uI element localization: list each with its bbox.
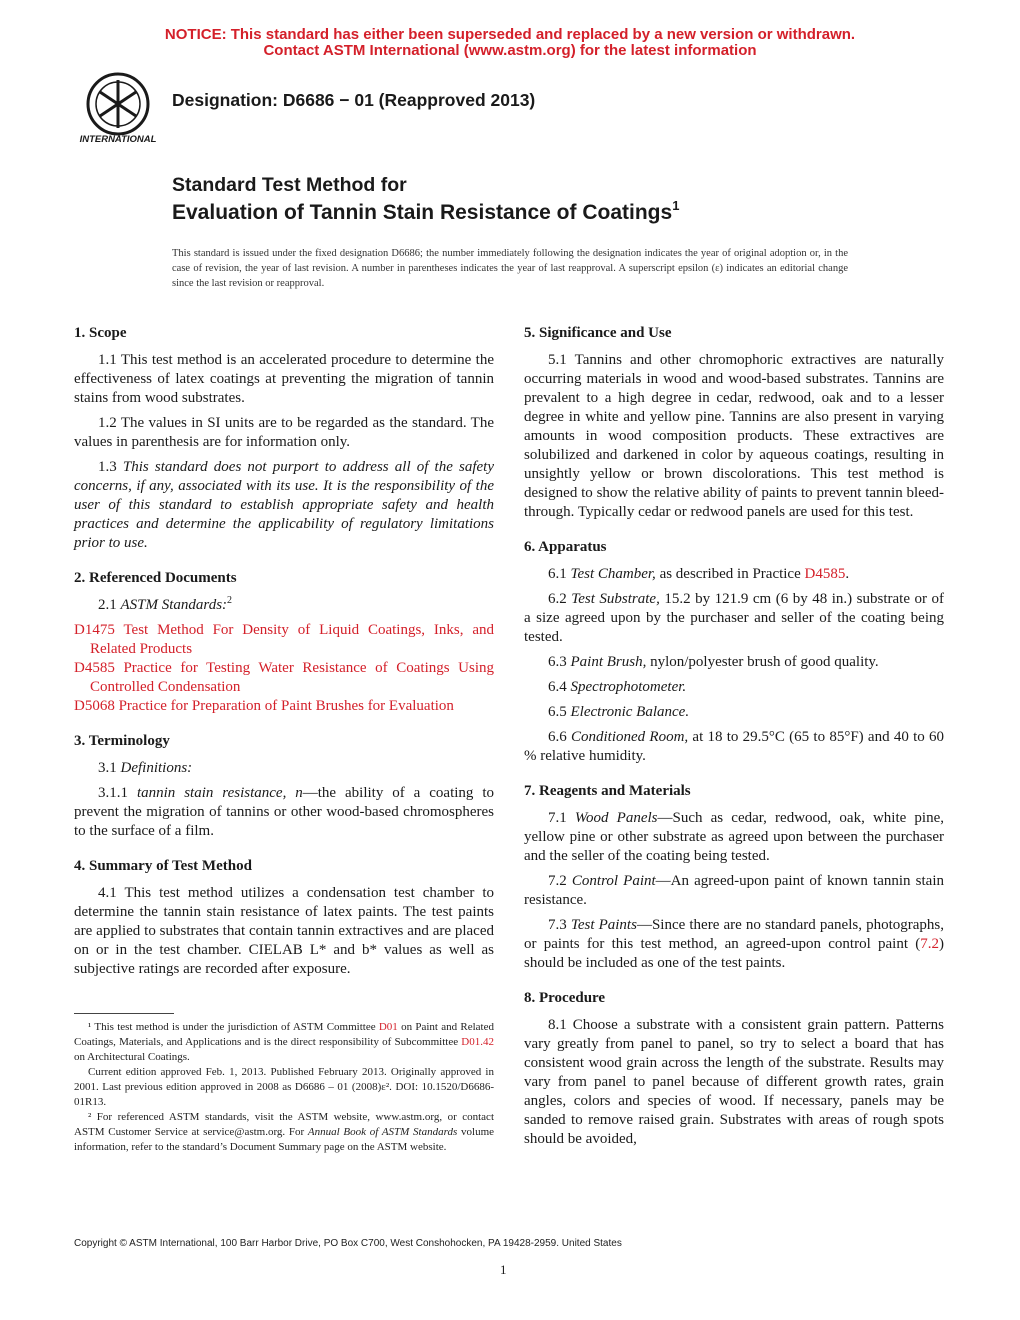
paragraph: 1.3 This standard does not purport to address all of the safety concerns, if any, associated with its use. It is the responsibility of the user of this standard to establish appropriate safety and health practices and determine the applicability of regulatory limitations prior to use. — [74, 459, 495, 551]
reference-item[interactable]: D5068 Practice for Preparation of Paint Brushes for Evaluation — [74, 698, 454, 714]
left-column — [74, 324, 494, 995]
title-line-2: Evaluation of Tannin Stain Resistance of Coatings$^1$ — [172, 198, 680, 224]
paragraph: 6.1 Test Chamber, as described in Practice D4585. — [548, 566, 850, 582]
section-heading: 5. Significance and Use — [524, 325, 672, 341]
section-significance — [524, 324, 944, 522]
astm-logo — [74, 70, 164, 146]
copyright: Copyright © ASTM International, 100 Barr Harbor Drive, PO Box C700, West Conshohocken, PA 19428-2959. United States — [74, 1238, 622, 1249]
section-procedure — [524, 989, 944, 1149]
section-link[interactable]: 7.2 — [920, 936, 939, 952]
section-apparatus — [524, 538, 944, 766]
section-heading: 6. Apparatus — [524, 539, 607, 555]
paragraph: 6.6 Conditioned Room, at 18 to 29.5°C (65 to 85°F) and 40 to 60 % relative humidity. — [524, 729, 944, 764]
footnote-rule — [74, 1013, 174, 1014]
reference-item[interactable]: D4585 Practice for Testing Water Resistance of Coatings Using Controlled Condensation — [74, 660, 494, 695]
page-number: 1 — [500, 1262, 507, 1277]
logo-label: INTERNATIONAL — [79, 134, 157, 145]
paragraph: 7.2 Control Paint—An agreed-upon paint of known tannin stain resistance. — [524, 873, 944, 908]
paragraph: 2.1 ASTM Standards:$^2$ — [98, 595, 233, 613]
paragraph: 5.1 Tannins and other chromophoric extractives are naturally occurring materials in wood and wood-based substrates. Tannins are prevalent to a high degree in cedar, redwood, oak and to a lesser degree in white and yellow pine. Tannins are also present in varying amounts in wood composition products. These extractives are solubilized and darkened in color by aqueous coatings, resulting in unsightly yellow or brown discolorations. This test method is designed to show the relative ability of paints to prevent tannin bleed-through. Typically cedar or redwood panels are used for this test. — [524, 352, 944, 520]
footnote-1: ¹ This test method is under the jurisdiction of ASTM Committee D01 on Paint and Related Coatings, Materials, and Applications and is the direct responsibility of Subcommittee D01.42 on Architectural Coatings. — [74, 1021, 494, 1063]
paragraph: 6.5 Electronic Balance. — [548, 704, 690, 720]
section-heading: 7. Reagents and Materials — [524, 783, 691, 799]
section-reagents — [524, 782, 944, 973]
section-heading: 4. Summary of Test Method — [74, 858, 252, 874]
paragraph: 6.4 Spectrophotometer. — [548, 679, 687, 695]
paragraph: 3.1.1 tannin stain resistance, n—the ability of a coating to prevent the migration of tannins or other wood-based chromospheres to the surface of a film. — [74, 785, 495, 839]
paragraph: 1.1 This test method is an accelerated procedure to determine the effectiveness of latex coatings at preventing the migration of tannin stains from wood substrates. — [74, 352, 494, 406]
paragraph: 7.3 Test Paints—Since there are no standard panels, photographs, or paints for this test method, an agreed-upon control paint (7.2) should be included as one of the test paints. — [524, 917, 944, 971]
subcommittee-link[interactable]: D01.42 — [461, 1036, 494, 1048]
section-heading: 8. Procedure — [524, 990, 606, 1006]
section-summary — [74, 857, 494, 979]
section-terminology — [74, 732, 494, 841]
issuance-note: This standard is issued under the fixed designation D6686; the number immediately following the designation indicates the year of original adoption or, in the case of revision, the year of last revision. A number in parentheses indicates the year of last reapproval. A superscript epsilon (ε) indicates an editorial change since the last revision or reapproval. — [172, 248, 848, 289]
paragraph: 3.1 Definitions: — [98, 760, 193, 776]
section-heading: 3. Terminology — [74, 733, 170, 749]
notice-line-1: NOTICE: This standard has either been superseded and replaced by a new version or withdrawn. — [164, 26, 856, 43]
footnotes — [74, 1020, 494, 1155]
title-line-1: Standard Test Method for — [172, 174, 407, 196]
designation: Designation: D6686 − 01 (Reapproved 2013) — [172, 90, 536, 110]
section-scope — [74, 324, 494, 553]
footnote-1-edition: Current edition approved Feb. 1, 2013. Published February 2013. Originally approved in 2001. Last previous edition approved in 2008 as D6686 – 01 (2008)ε². DOI: 10.1520/D6686-01R13. — [74, 1066, 494, 1108]
right-column — [524, 324, 944, 1165]
practice-link[interactable]: D4585 — [804, 566, 846, 582]
paragraph: 7.1 Wood Panels—Such as cedar, redwood, oak, white pine, yellow pine or other substrate as agreed upon between the purchaser and the seller of the coating being tested. — [524, 810, 945, 864]
notice-line-2: Contact ASTM International (www.astm.org) for the latest information — [263, 42, 757, 59]
paragraph: 4.1 This test method utilizes a condensation test chamber to determine the tannin stain resistance of latex paints. The test paints are applied to substrates that contain tannin extractives and are placed on or in the test chamber. CIELAB L* and b* values as well as subjective ratings are recorded after exposure. — [74, 885, 494, 977]
paragraph: 8.1 Choose a substrate with a consistent grain pattern. Patterns vary greatly from panel to panel, so try to select a board that has consistent wood grain across the length of the substrate. Results may vary from panel to panel because of different growth rates, grain angles, colors and species of wood. If necessary, panels may be sanded to remove raised grain. Substrates with areas of rough spots should be avoided, — [524, 1017, 944, 1147]
section-heading: 2. Referenced Documents — [74, 570, 237, 586]
paragraph: 6.3 Paint Brush, nylon/polyester brush of good quality. — [548, 654, 879, 670]
footnote-2: ² For referenced ASTM standards, visit the ASTM website, www.astm.org, or contact ASTM Customer Service at service@astm.org. For Annual Book of ASTM Standards volume information, refer to the standard’s Document Summary page on the ASTM website. — [74, 1111, 495, 1153]
committee-link[interactable]: D01 — [378, 1021, 398, 1033]
paragraph: 1.2 The values in SI units are to be regarded as the standard. The values in parenthesis are for information only. — [74, 415, 494, 450]
section-heading: 1. Scope — [74, 325, 127, 341]
section-referenced-documents — [74, 569, 494, 716]
reference-item[interactable]: D1475 Test Method For Density of Liquid Coatings, Inks, and Related Products — [74, 622, 495, 657]
paragraph: 6.2 Test Substrate, 15.2 by 121.9 cm (6 by 48 in.) substrate or of a size agreed upon by the purchaser and seller of the coating being tested. — [524, 591, 945, 645]
